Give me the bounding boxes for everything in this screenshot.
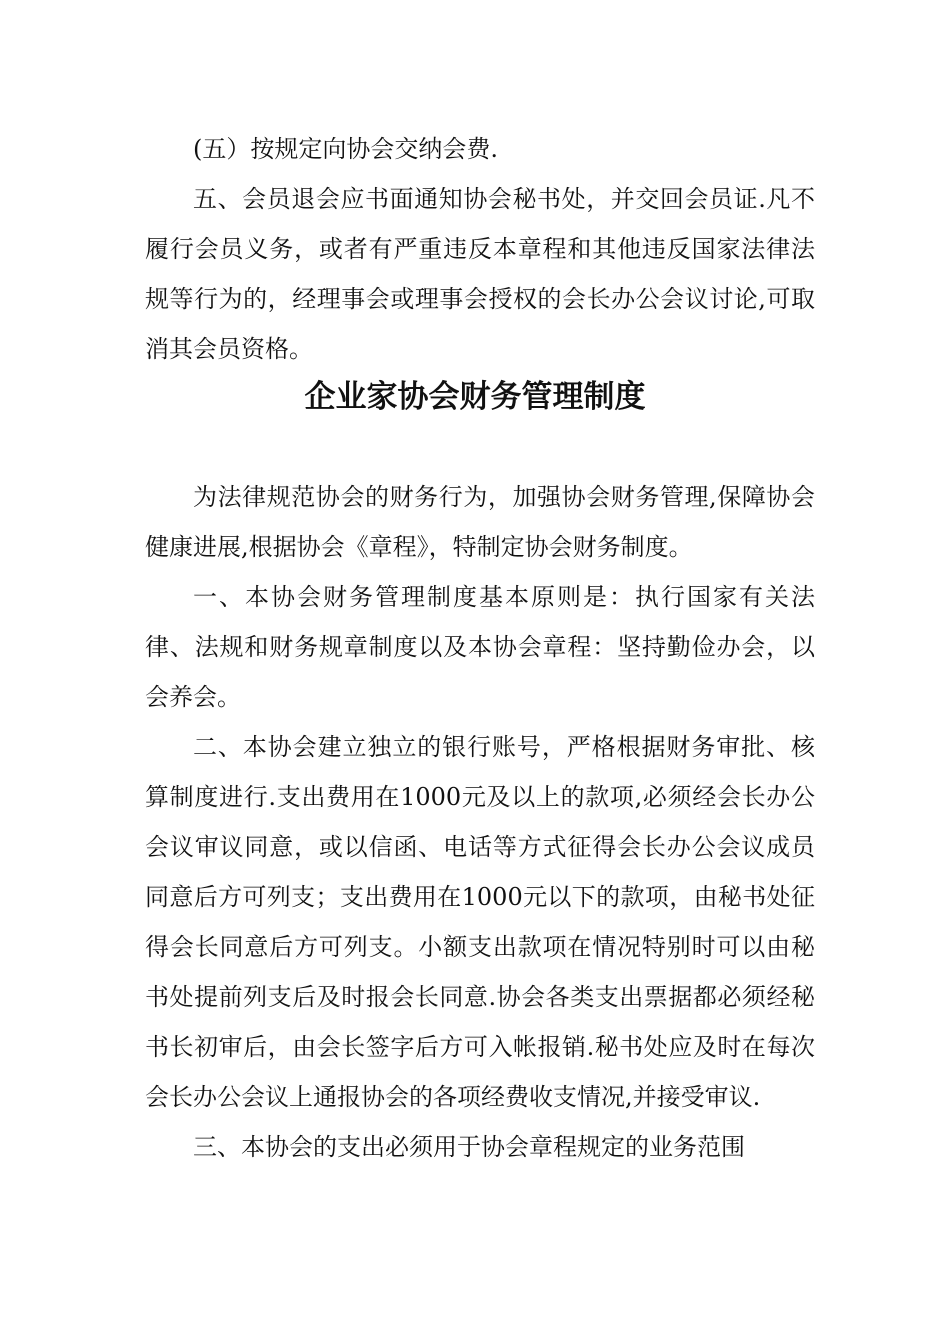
previous-section-text	[145, 124, 815, 374]
paragraph-preamble: 为法律规范协会的财务行为，加强协会财务管理,保障协会健康进展,根据协会《章程》，特制定协会财务制度。	[145, 483, 815, 561]
paragraph-member-withdrawal: 五、会员退会应书面通知协会秘书处，并交回会员证.凡不履行会员义务，或者有严重违反本章程和其他违反国家法律法规等行为的，经理事会或理事会授权的会长办公会议讨论,可取消其会员资格。	[145, 185, 815, 363]
paragraph-article-2: 二、本协会建立独立的银行账号，严格根据财务审批、核算制度进行.支出费用在1000元及以上的款项,必须经会长办公会议审议同意，或以信函、电话等方式征得会长办公会议成员同意后方可列支；支出费用在1000元以下的款项，由秘书处征得会长同意后方可列支。小额支出款项在情况特别时可以由秘书处提前列支后及时报会长同意.协会各类支出票据都必须经秘书长初审后，由会长签字后方可入帐报销.秘书处应及时在每次会长办公会议上通报协会的各项经费收支情况,并接受审议.	[145, 733, 815, 1111]
paragraph-article-3: 三、本协会的支出必须用于协会章程规定的业务范围	[193, 1133, 745, 1161]
paragraph-article-1: 一、本协会财务管理制度基本原则是：执行国家有关法律、法规和财务规章制度以及本协会章程：坚持勤俭办会，以会养会。	[145, 583, 815, 711]
document-title: 企业家协会财务管理制度	[304, 379, 646, 415]
paragraph-membership-fee: (五）按规定向协会交纳会费.	[193, 135, 498, 163]
financial-rules-body	[145, 472, 815, 1172]
